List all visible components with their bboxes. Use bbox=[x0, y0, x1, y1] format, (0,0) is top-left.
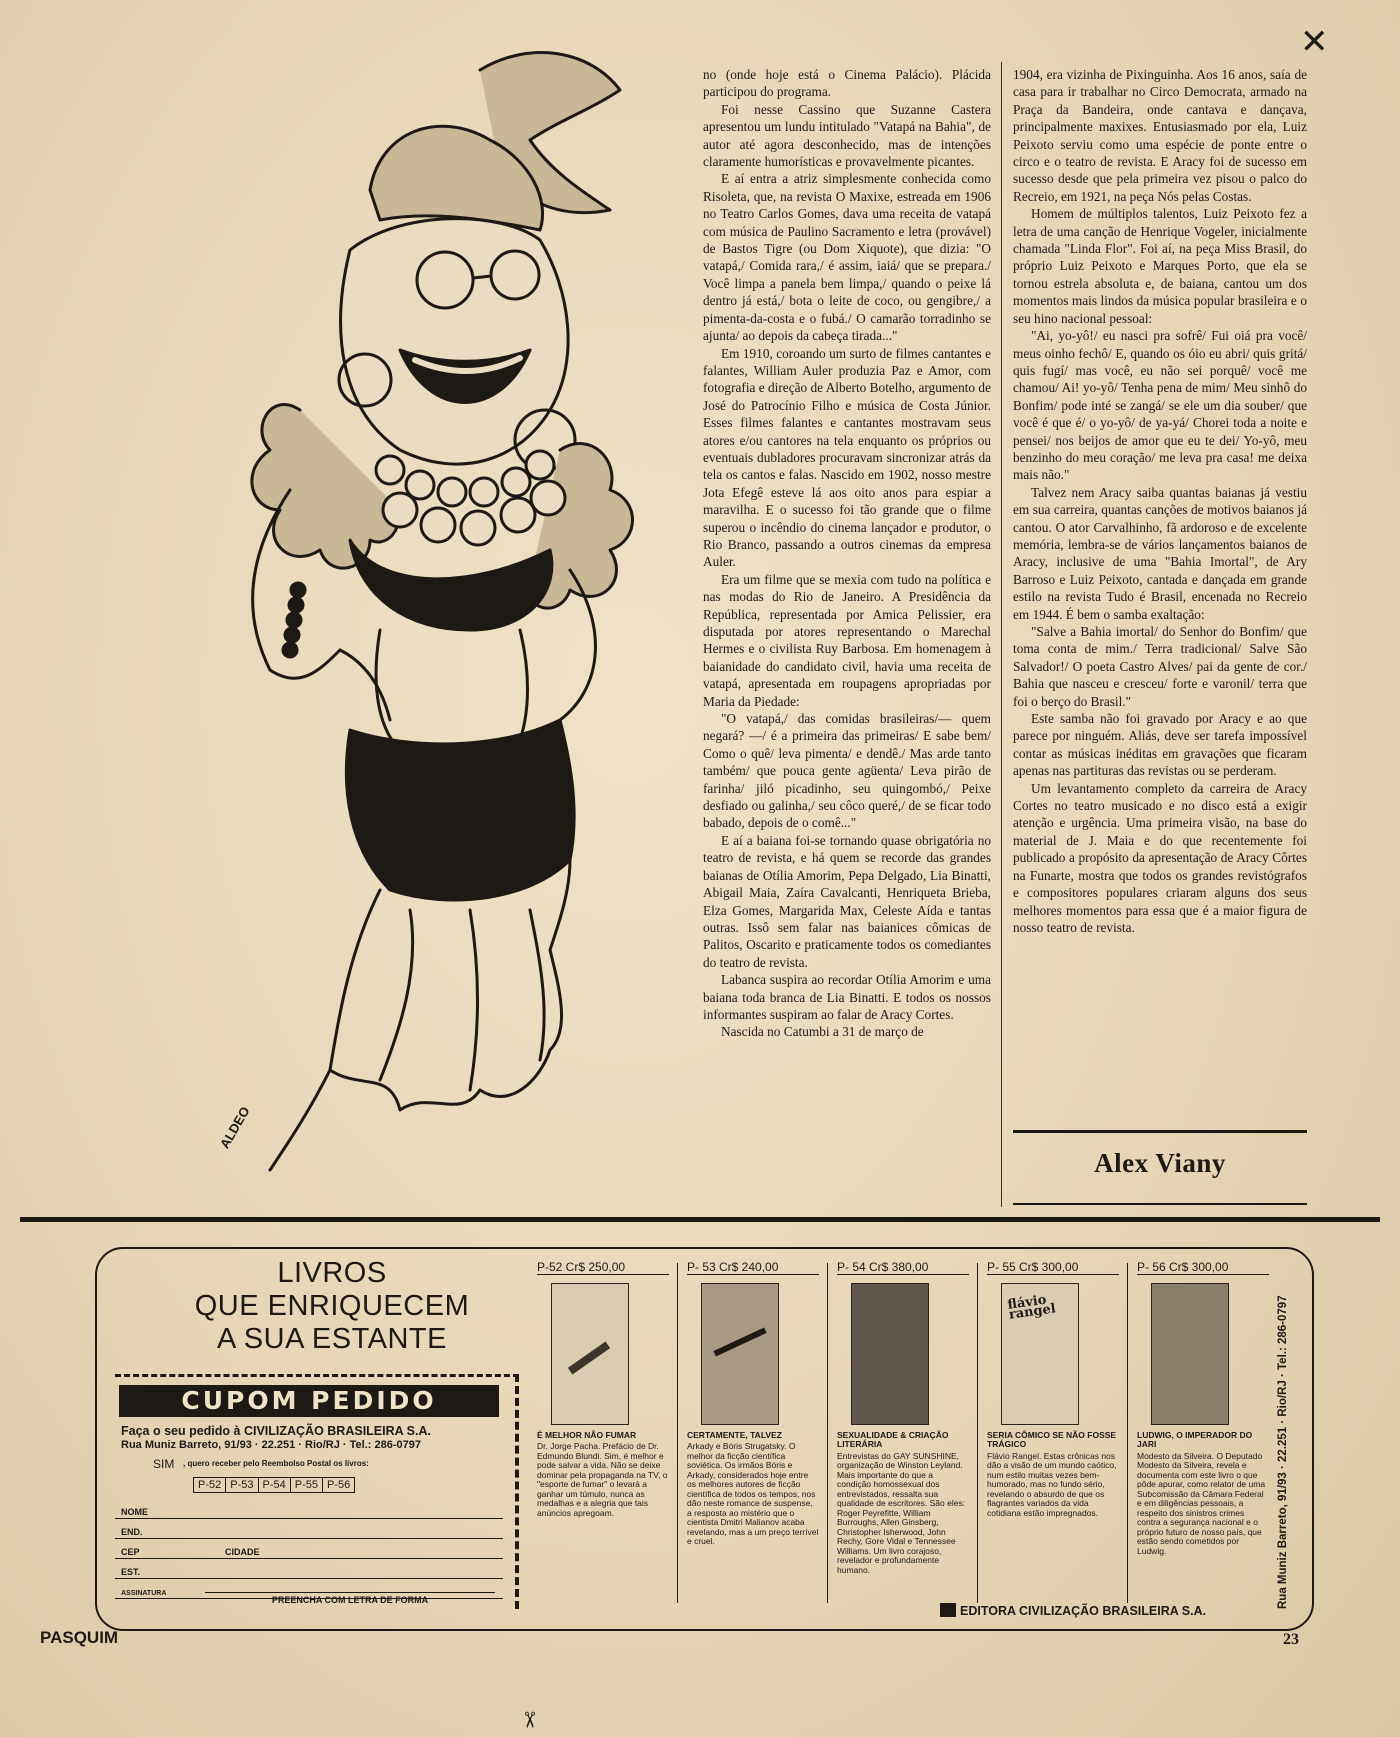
baiana-drawing bbox=[230, 30, 700, 1210]
book-title: LUDWIG, O IMPERADOR DO JARI bbox=[1137, 1429, 1253, 1449]
paragraph: E aí a baiana foi-se tornando quase obrigatória no teatro de revista, e há quem se recorde das grandes baianas de Otília Amorim, Pepa Delgado, Lia Binatti, Abigail Maia, Zaíra Cavalcanti, Henriqueta Brieba, Elza Gomes, Margarida Max, Celeste Aída e tantas outras. Issô sem falar nas baianices cômicas de Palitos, Oscarito e praticamente todos os comediantes do teatro de revista. bbox=[703, 832, 991, 970]
publication-name: PASQUIM bbox=[40, 1628, 119, 1647]
book-code-boxes bbox=[193, 1477, 355, 1493]
coupon-fields bbox=[115, 1499, 503, 1599]
cover-author: flávio rangel bbox=[1006, 1292, 1057, 1322]
coupon-yes: SIM bbox=[153, 1457, 175, 1471]
book-code-checkbox[interactable]: P-55 bbox=[291, 1478, 323, 1492]
coupon-footer: PREENCHA COM LETRA DE FORMA bbox=[205, 1592, 495, 1605]
headline-line: A SUA ESTANTE bbox=[217, 1323, 447, 1355]
scissors-icon: ✂ bbox=[517, 1710, 543, 1730]
coupon-title: CUPOM PEDIDO bbox=[119, 1385, 499, 1417]
artist-signature: ALDEO bbox=[216, 1104, 253, 1151]
caricature-illustration bbox=[230, 30, 700, 1210]
book-cover-icon bbox=[851, 1283, 929, 1425]
field-label: EST. bbox=[121, 1567, 141, 1577]
paragraph: Um levantamento completo da carreira de Aracy Cortes no teatro musicado e no disco está a exigir atenção e urgência. Uma primeira visão, na base do material de J. Maia e do que recentemente foi publicado a propósito da apresentação de Aracy Côrtes na Funarte, mostra que todos os grandes revistógrafos e compositores populares criaram alguns dos seus melhores momentos para essa que é a maior figura de nosso teatro de revista. bbox=[1013, 780, 1307, 935]
book-title: SEXUALIDADE & CRIAÇÃO LITERÁRIA bbox=[837, 1429, 949, 1449]
author-byline: Alex Viany bbox=[1094, 1148, 1226, 1178]
coupon-instructions: Faça o seu pedido à CIVILIZAÇÃO BRASILEIRA S.A. bbox=[121, 1424, 431, 1438]
book-code-checkbox[interactable]: P-52 bbox=[194, 1478, 226, 1492]
book-offer-p54 bbox=[837, 1260, 969, 1575]
book-offer-p53 bbox=[687, 1260, 819, 1547]
cep-city-field[interactable] bbox=[115, 1539, 503, 1559]
paragraph: E aí entra a atriz simplesmente conhecida como Risoleta, que, na revista O Maxixe, estreada em 1906 no Teatro Carlos Gomes, dava uma receita de vatapá com música de Paulino Sacramento e letra (provável) de Bastos Tigre (ou Dom Xiquote), que dizia: "O vatapá,/ Comida rara,/ é assim, iaiá/ que se prepara./ Você limpa a panela bem limpa,/ quando o peixe lá dentro já está,/ bota o leite de coco, ou gengibre,/ a pimenta-da-costa e o fubá./ O camarão torradinho se ajunta/ ao depois da cabeça tirada..." bbox=[703, 171, 991, 344]
coupon-address: Rua Muniz Barreto, 91/93 · 22.251 · Rio/RJ · Tel.: 286-0797 bbox=[121, 1439, 421, 1451]
book-price: P- 56 Cr$ 300,00 bbox=[1137, 1263, 1269, 1275]
coupon-yes-note: , quero receber pelo Reembolso Postal os livros: bbox=[183, 1459, 369, 1468]
article-column-1 bbox=[703, 66, 991, 1201]
field-label: END. bbox=[121, 1527, 143, 1537]
book-description: Entrevistas do GAY SUNSHINE, organização de Winston Leyland. Mais importante do que a condição homossexual dos entrevistados, ressalta sua qualidade de escritores. São eles: Roger Peyrefitte, William Burroughs, Allen Ginsberg, Christopher Isherwood, John Rechy, Gore Vidal e Tennessee Williams. Um livro corajoso, revelador e profundamente humano. bbox=[837, 1450, 966, 1575]
byline-rule-top bbox=[1013, 1130, 1307, 1133]
book-offer-p52 bbox=[537, 1260, 669, 1518]
article-column-2 bbox=[1013, 66, 1307, 1146]
book-cover-icon bbox=[551, 1283, 629, 1425]
vertical-address: Rua Muniz Barreto, 91/93 · 22.251 · Rio/RJ · Tel.: 286-0797 bbox=[1277, 1295, 1289, 1609]
column-divider bbox=[1001, 62, 1002, 1207]
book-description: Modesto da Silveira. O Deputado Modesto da Silveira, revela e documenta com este livro o que pôde apurar, como relator de uma Subcomissão da Câmara Federal e em diligências pessoais, a respeito dos sinistros crimes contra a segurança nacional e o próprio futuro de nosso país, que estão sendo cometidos por Ludwig. bbox=[1137, 1450, 1266, 1556]
state-field[interactable] bbox=[115, 1559, 503, 1579]
book-price: P-52 Cr$ 250,00 bbox=[537, 1263, 669, 1275]
paragraph: Homem de múltiplos talentos, Luiz Peixoto fez a letra de uma canção de Henrique Vogeler, inicialmente chamada "Linda Flor". Foi aí, na peça Miss Brasil, do próprio Luiz Peixoto e Marques Porto, que ela se tornou estrela absoluta e, de baiana, cantou um dos momentos mais lindos da música popular brasileira e o seu hino nacional pessoal: bbox=[1013, 206, 1307, 326]
book-divider bbox=[1127, 1263, 1128, 1603]
paragraph: Nascida no Catumbi a 31 de março de bbox=[721, 1024, 924, 1040]
book-offer-p55 bbox=[987, 1260, 1119, 1518]
field-label: CEP bbox=[121, 1547, 140, 1557]
ad-headline bbox=[167, 1257, 497, 1356]
book-description: Flávio Rangel. Estas crônicas nos dão a visão de um mundo caótico, num estilo muitas vezes bem-humorado, mas no fundo sério, revelando o absurdo de que os flagrantes variados da vida cotidiana estão impregnados. bbox=[987, 1450, 1117, 1518]
book-offer-p56 bbox=[1137, 1260, 1269, 1556]
page-number: 23 bbox=[1283, 1631, 1299, 1648]
paragraph: Em 1910, coroando um surto de filmes cantantes e falantes, William Auler produzia Paz e Amor, com fotografia e direção de Alberto Botelho, argumento de José do Patrocínio Filho e música de Costa Júnior. Esses filmes falantes e cantantes mostravam seus atores e/ou cantores na tela enquanto os próprios ou eventuais dubladores procuravam sincronizar atrás da tela os cantos e falas. Nascido em 1902, nosso mestre Jota Efegê esteve lá aos oito anos para espiar a maravilha. E o sucesso foi tão grande que o filme superou o incêndio do cinema lançador e produtor, o Rio Branco, passando a outros cinemas da empresa Auler. bbox=[703, 345, 991, 570]
headline-line: LIVROS bbox=[277, 1257, 387, 1289]
book-code-checkbox[interactable]: P-56 bbox=[327, 1479, 351, 1491]
publisher-name bbox=[940, 1603, 1206, 1618]
name-field[interactable] bbox=[115, 1499, 503, 1519]
book-code-checkbox[interactable]: P-53 bbox=[226, 1478, 258, 1492]
book-cover-icon bbox=[1151, 1283, 1229, 1425]
book-title: É MELHOR NÃO FUMAR bbox=[537, 1429, 637, 1440]
book-divider bbox=[827, 1263, 828, 1603]
headline-line: QUE ENRIQUECEM bbox=[194, 1290, 470, 1322]
publisher-label: EDITORA CIVILIZAÇÃO BRASILEIRA S.A. bbox=[960, 1604, 1207, 1618]
address-field[interactable] bbox=[115, 1519, 503, 1539]
book-description: Dr. Jorge Pacha. Prefácio de Dr. Edmundo Blundi. Sim, é melhor e pode salvar a vida. Não se deixe dominar pela propaganda na TV, o "esporte de fumar" o levará a ganhar um túmulo, nunca as medalhas e a alegria que tais anúncios apregoam. bbox=[537, 1441, 668, 1518]
section-divider bbox=[20, 1217, 1380, 1222]
paragraph: no (onde hoje está o Cinema Palácio). Plácida participou do programa. bbox=[703, 67, 991, 100]
quote-paragraph: "Salve a Bahia imortal/ do Senhor do Bonfim/ que toma conta de mim./ Terra tradicional/ Salve São Salvador!/ O poeta Castro Alves/ pai da gente de cor./ Bahia que nasceu e cresceu/ forte e varonil/ terra que foi o berço do Brasil." bbox=[1013, 624, 1307, 709]
field-label: ASSINATURA bbox=[121, 1590, 167, 1597]
book-title: CERTAMENTE, TALVEZ bbox=[687, 1429, 782, 1440]
book-description: Arkady e Bóris Strugatsky. O melhor da ficção científica soviética. Os irmãos Bóris e Arkady, considerados hoje entre os melhores autores de ficção científica de todos os tempos, nos dão neste romance de suspense, a resposta ao mistério que o cientista Dmitri Malianov acaba revelando, mas a um preço terrível e cruel. bbox=[687, 1441, 819, 1546]
book-price: P- 53 Cr$ 240,00 bbox=[687, 1263, 819, 1275]
book-price: P- 55 Cr$ 300,00 bbox=[987, 1263, 1119, 1275]
paragraph: Talvez nem Aracy saiba quantas baianas já vestiu em sua carreira, quantas canções de motivos baianos já cantou. O ator Carvalhinho, fã ardoroso e de excelente memória, lembra-se de vários lançamentos baianos de Aracy, inclusive de uma "Bahia Imortal", de Ary Barroso e Luiz Peixoto, cantada e dançada em grande estilo na revista Tudo é Brasil, encenada no Recreio em 1944. É bem o samba exaltação: bbox=[1013, 484, 1307, 622]
paragraph: Labanca suspira ao recordar Otília Amorim e uma baiana toda branca de Lia Binatti. E todos os nossos informantes suspiram ao falar de Aracy Cortes. bbox=[703, 972, 991, 1022]
paragraph: Foi nesse Cassino que Suzanne Castera apresentou um lundu intitulado "Vatapá na Bahia", de autor até agora desconhecido, mas de intenções claramente humorísticas e provavelmente picantes. bbox=[703, 101, 991, 170]
quote-paragraph: "Ai, yo-yô!/ eu nasci pra sofrê/ Fui oiá pra você/ meus oinho fechô/ E, quando os óio eu abri/ quis gritá/ quis fugí/ mas você, eu não sei porquê/ você me chamou/ Ai! yo-yô/ Tenha pena de mim/ Meu sinhô do Bonfim/ pode inté se zangá/ se ele um dia souber/ que você é que é/ o yo-yô/ de ya-yá/ Chorei toda a noite e pensei/ nos beijos de amor que eu te dei/ Yo-yô, meu benzinho do meu coração/ me leva pra casa! me deixa mais não." bbox=[1013, 328, 1307, 483]
field-label: CIDADE bbox=[225, 1547, 260, 1557]
paragraph: Este samba não foi gravado por Aracy e ao que parece por ninguém. Aliás, deve ser tarefa impossível contar as músicas inéditas em gravações que ficaram apenas nas partituras das revistas ou se perderam. bbox=[1013, 711, 1307, 779]
field-label: NOME bbox=[121, 1507, 148, 1517]
order-coupon[interactable] bbox=[115, 1374, 543, 1730]
book-divider bbox=[977, 1263, 978, 1603]
quote-paragraph: "O vatapá,/ das comidas brasileiras/— quem negará? —/ é a primeira das primeiras/ E sabe bem/ Como o quê/ leva pimenta/ e dendê./ Mas arde tanto também/ que pouca gente agüenta/ Leva pirão de farinha/ jiló picadinho, seu quingombó,/ Peixe desfiado ou galinha,/ seu côco queré,/ de se ficar todo babado, depois de o comê..." bbox=[703, 711, 991, 831]
book-cover-icon bbox=[701, 1283, 779, 1425]
book-divider bbox=[677, 1263, 678, 1603]
paragraph: 1904, era vizinha de Pixinguinha. Aos 16 anos, saía de casa para ir trabalhar no Circo Democrata, armado na Praça da Bandeira, onde cantava e dançava, principalmente maxixes. Entusiasmado por ela, Luiz Peixoto serviu como uma espécie de ponte entre o circo e o teatro de revista. E Aracy foi de sucesso em sucesso desde que pela primeira vez pisou o palco do Recreio, em 1921, na peça Nós pelas Costas. bbox=[1013, 67, 1307, 204]
book-code-checkbox[interactable]: P-54 bbox=[259, 1478, 291, 1492]
byline-rule-bottom bbox=[1013, 1203, 1307, 1205]
book-price: P- 54 Cr$ 380,00 bbox=[837, 1263, 969, 1275]
paragraph: Era um filme que se mexia com tudo na política e nas modas do Rio de Janeiro. A Presidência da República, representada por Amica Pelissier, era disputada por atores representando o Marechal Hermes e o civilista Ruy Barbosa. Em homenagem à baianidade do candidato civil, havia uma receita de vatapá, apresentada em roupagens apropriadas por Maria da Piedade: bbox=[703, 571, 991, 709]
book-title: SERIA CÔMICO SE NÃO FOSSE TRÁGICO bbox=[987, 1429, 1117, 1449]
pen-mark-icon: ✕ bbox=[1300, 22, 1329, 62]
book-cover-icon bbox=[1001, 1283, 1079, 1425]
publisher-logo-icon bbox=[940, 1603, 956, 1617]
